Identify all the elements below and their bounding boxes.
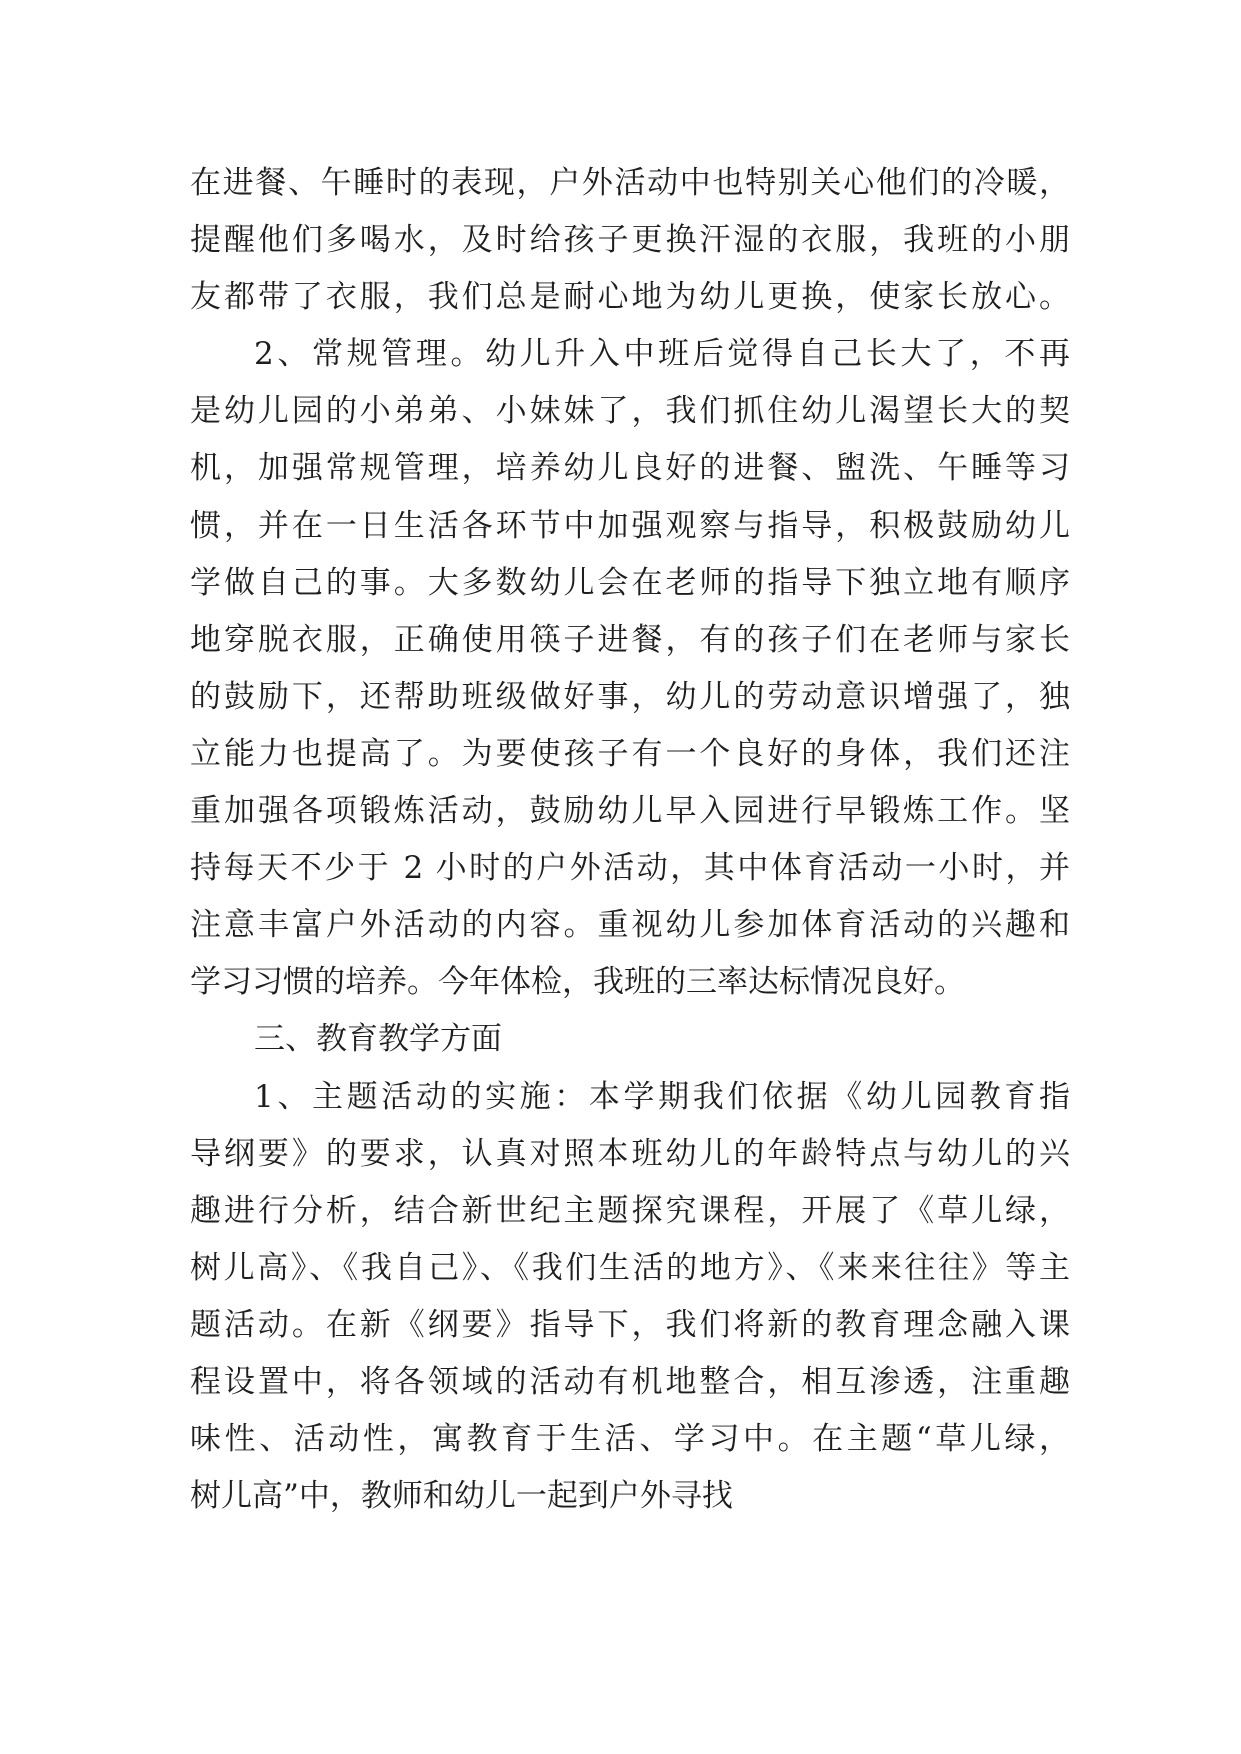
document-body	[190, 155, 1070, 1525]
text-line: 树儿高》、《我自己》、《我们生活的地方》、《来来往往》等主	[190, 1249, 1070, 1286]
text-line: 2、常规管理。幼儿升入中班后觉得自己长大了，不再	[254, 336, 1070, 373]
text-line: 持每天不少于 2 小时的户外活动，其中体育活动一小时，并	[190, 850, 1070, 887]
text-line: 程设置中，将各领域的活动有机地整合，相互渗透，注重趣	[190, 1363, 1070, 1400]
text-line: 题活动。在新《纲要》指导下，我们将新的教育理念融入课	[190, 1306, 1070, 1343]
text-line: 趣进行分析，结合新世纪主题探究课程，开展了《草儿绿，	[190, 1192, 1070, 1229]
text-line: 学做自己的事。大多数幼儿会在老师的指导下独立地有顺序	[190, 564, 1070, 601]
text-line: 在进餐、午睡时的表现，户外活动中也特别关心他们的冷暖，	[190, 165, 1070, 201]
text-line: 学习习惯的培养。今年体检，我班的三率达标情况良好。	[190, 964, 965, 1001]
text-line: 惯，并在一日生活各环节中加强观察与指导，积极鼓励幼儿	[190, 507, 1070, 544]
text-line: 1、主题活动的实施：本学期我们依据《幼儿园教育指	[254, 1078, 1070, 1115]
text-line: 地穿脱衣服，正确使用筷子进餐，有的孩子们在老师与家长	[190, 621, 1070, 658]
text-line: 是幼儿园的小弟弟、小妹妹了，我们抓住幼儿渴望长大的契	[190, 393, 1070, 430]
text-line: 注意丰富户外活动的内容。重视幼儿参加体育活动的兴趣和	[190, 907, 1070, 944]
text-line: 味性、活动性，寓教育于生活、学习中。在主题“草儿绿，	[190, 1421, 1070, 1458]
text-line: 提醒他们多喝水，及时给孩子更换汗湿的衣服，我班的小朋	[190, 222, 1070, 259]
text-line: 导纲要》的要求，认真对照本班幼儿的年龄特点与幼儿的兴	[190, 1135, 1070, 1172]
text-line: 三、教育教学方面	[254, 1021, 502, 1058]
text-line: 的鼓励下，还帮助班级做好事，幼儿的劳动意识增强了，独	[190, 678, 1070, 715]
text-line: 友都带了衣服，我们总是耐心地为幼儿更换，使家长放心。	[190, 279, 1070, 316]
text-line: 树儿高”中，教师和幼儿一起到户外寻找	[190, 1478, 733, 1515]
text-line: 立能力也提高了。为要使孩子有一个良好的身体，我们还注	[190, 735, 1070, 772]
text-line: 重加强各项锻炼活动，鼓励幼儿早入园进行早锻炼工作。坚	[190, 793, 1070, 830]
text-line: 机，加强常规管理，培养幼儿良好的进餐、盥洗、午睡等习	[190, 450, 1070, 487]
